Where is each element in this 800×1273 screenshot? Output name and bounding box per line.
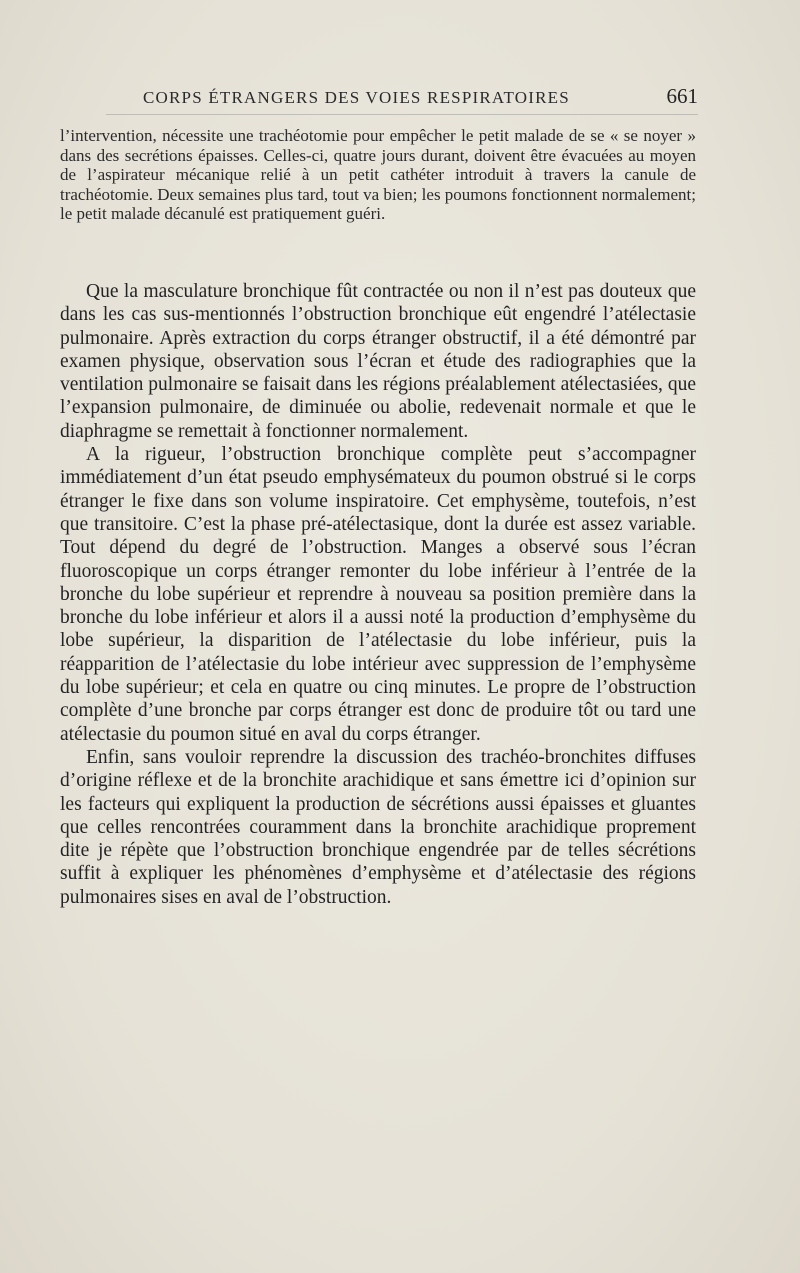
- page-number: 661: [666, 84, 698, 108]
- main-text: [60, 280, 696, 909]
- paragraph-3: Enfin, sans vouloir reprendre la discussion des trachéo-bronchites diffuses d’origine réflexe et de la bronchite arachidique et sans émettre ici d’opinion sur les facteurs qui expliquent la production de sécrétions aussi épaisses et gluantes que celles rencontrées couramment dans la bronchite arachidique proprement dite je répète que l’obstruction bronchique engendrée par de telles sécrétions suffit à expliquer les phénomènes d’emphysème et d’atélectasie des régions pulmonaires sises en aval de l’obstruction.: [60, 746, 696, 908]
- small-print-paragraph: l’intervention, nécessite une trachéotomie pour empêcher le petit malade de se « se noyer » dans des secrétions épaisses. Celles-ci, quatre jours durant, doivent être évacuées au moyen de l’aspirateur mécanique relié à un petit cathéter introduit à travers la canule de trachéotomie. Deux semaines plus tard, tout va bien; les poumons fonctionnent normalement; le petit malade décanulé est pratiquement guéri.: [60, 126, 696, 223]
- header-rule: [106, 114, 698, 115]
- page-header: [86, 86, 698, 112]
- small-print-block: [60, 126, 696, 224]
- paragraph-2: A la rigueur, l’obstruction bronchique complète peut s’accompagner immédiatement d’un état pseudo emphysémateux du poumon obstrué si le corps étranger le fixe dans son volume inspiratoire. Cet emphysème, toutefois, n’est que transitoire. C’est la phase pré-atélectasique, dont la durée est assez variable. Tout dépend du degré de l’obstruction. Manges a observé sous l’écran fluoroscopique un corps étranger remonter du lobe inférieur à l’entrée de la bronche du lobe supérieur et reprendre à nouveau sa position première dans la bronche du lobe inférieur et alors il a aussi noté la production d’emphysème du lobe supérieur, la disparition de l’atélectasie du lobe inférieur, puis la réapparition de l’atélectasie du lobe intérieur avec suppression de l’emphysème du lobe supérieur; et cela en quatre ou cinq minutes. Le propre de l’obstruction complète d’une bronche par corps étranger est donc de produire tôt ou tard une atélectasie du poumon situé en aval du corps étranger.: [60, 444, 696, 745]
- running-head: CORPS ÉTRANGERS DES VOIES RESPIRATOIRES: [143, 88, 570, 107]
- paragraph-1: Que la masculature bronchique fût contractée ou non il n’est pas douteux que dans les cas sus-mentionnés l’obstruction bronchique eût engendré l’atélectasie pulmonaire. Après extraction du corps étranger obstructif, il a été démontré par examen physique, observation sous l’écran et étude des radiographies que la ventilation pulmonaire se faisait dans les régions préalablement atélectasiées, que l’expansion pulmonaire, de diminuée ou abolie, redevenait normale et que le diaphragme se remettait à fonctionner normalement.: [60, 281, 696, 442]
